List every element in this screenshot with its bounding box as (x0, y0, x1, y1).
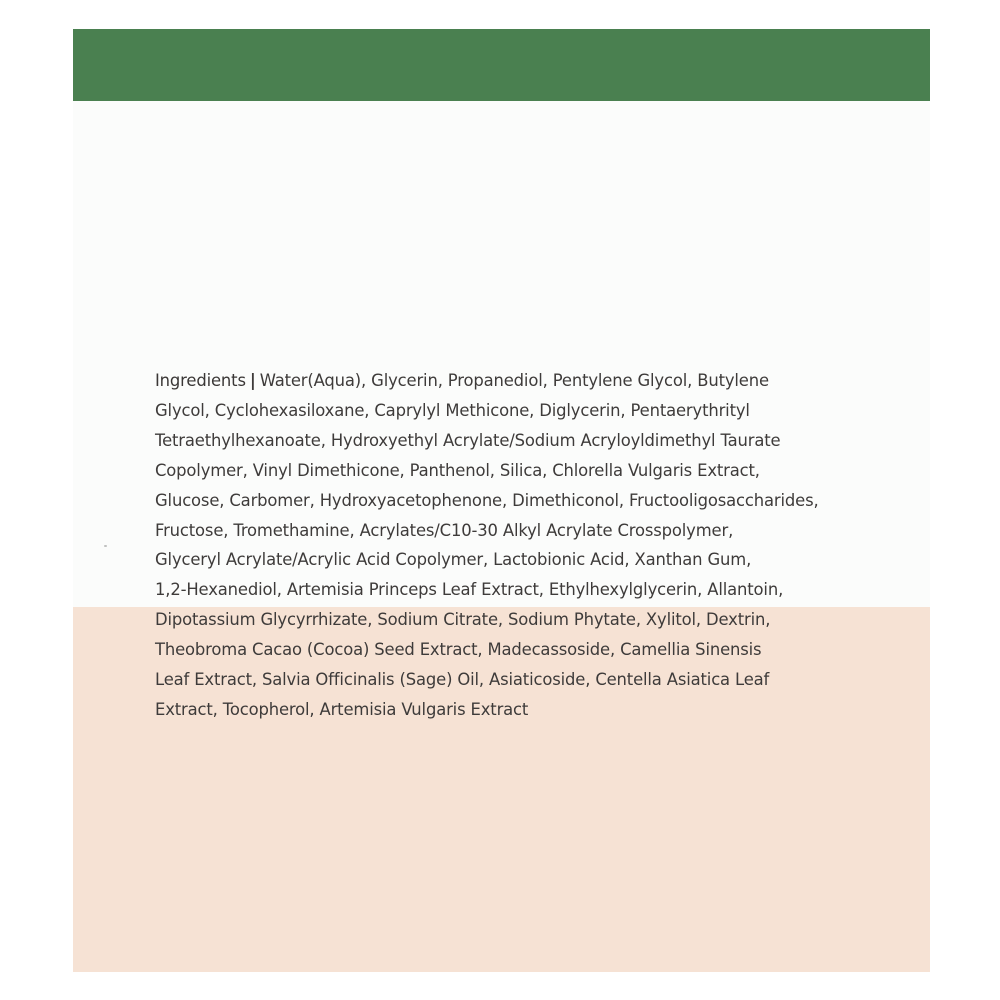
package-panel (73, 29, 930, 972)
ingredients-line: Fructose, Tromethamine, Acrylates/C10-30 Alkyl Acrylate Crosspolymer, (155, 520, 734, 540)
ingredients-line-text: Water(Aqua), Glycerin, Propanediol, Pentylene Glycol, Butylene (259, 371, 769, 390)
green-header-band (73, 29, 930, 101)
ingredients-line: Theobroma Cacao (Cocoa) Seed Extract, Madecassoside, Camellia Sinensis (155, 640, 762, 660)
ingredients-line: Tetraethylhexanoate, Hydroxyethyl Acrylate/Sodium Acryloyldimethyl Taurate (155, 430, 781, 450)
ingredients-list (155, 366, 855, 725)
ingredients-line: Dipotassium Glycyrrhizate, Sodium Citrate, Sodium Phytate, Xylitol, Dextrin, (155, 610, 771, 630)
ingredients-line: Leaf Extract, Salvia Officinalis (Sage) Oil, Asiaticoside, Centella Asiatica Leaf (155, 670, 770, 690)
print-speck (104, 545, 107, 547)
ingredients-line (155, 366, 855, 396)
ingredients-line: Glyceryl Acrylate/Acrylic Acid Copolymer, Lactobionic Acid, Xanthan Gum, (155, 550, 752, 570)
ingredients-line: Glucose, Carbomer, Hydroxyacetophenone, Dimethiconol, Fructooligosaccharides, (155, 490, 819, 510)
ingredients-line: Copolymer, Vinyl Dimethicone, Panthenol, Silica, Chlorella Vulgaris Extract, (155, 460, 760, 480)
ingredients-separator: | (249, 371, 256, 390)
ingredients-label: Ingredients (155, 371, 246, 390)
ingredients-line: Extract, Tocopherol, Artemisia Vulgaris Extract (155, 699, 529, 719)
ingredients-line: Glycol, Cyclohexasiloxane, Caprylyl Methicone, Diglycerin, Pentaerythrityl (155, 400, 750, 420)
ingredients-line: 1,2-Hexanediol, Artemisia Princeps Leaf Extract, Ethylhexylglycerin, Allantoin, (155, 580, 784, 600)
